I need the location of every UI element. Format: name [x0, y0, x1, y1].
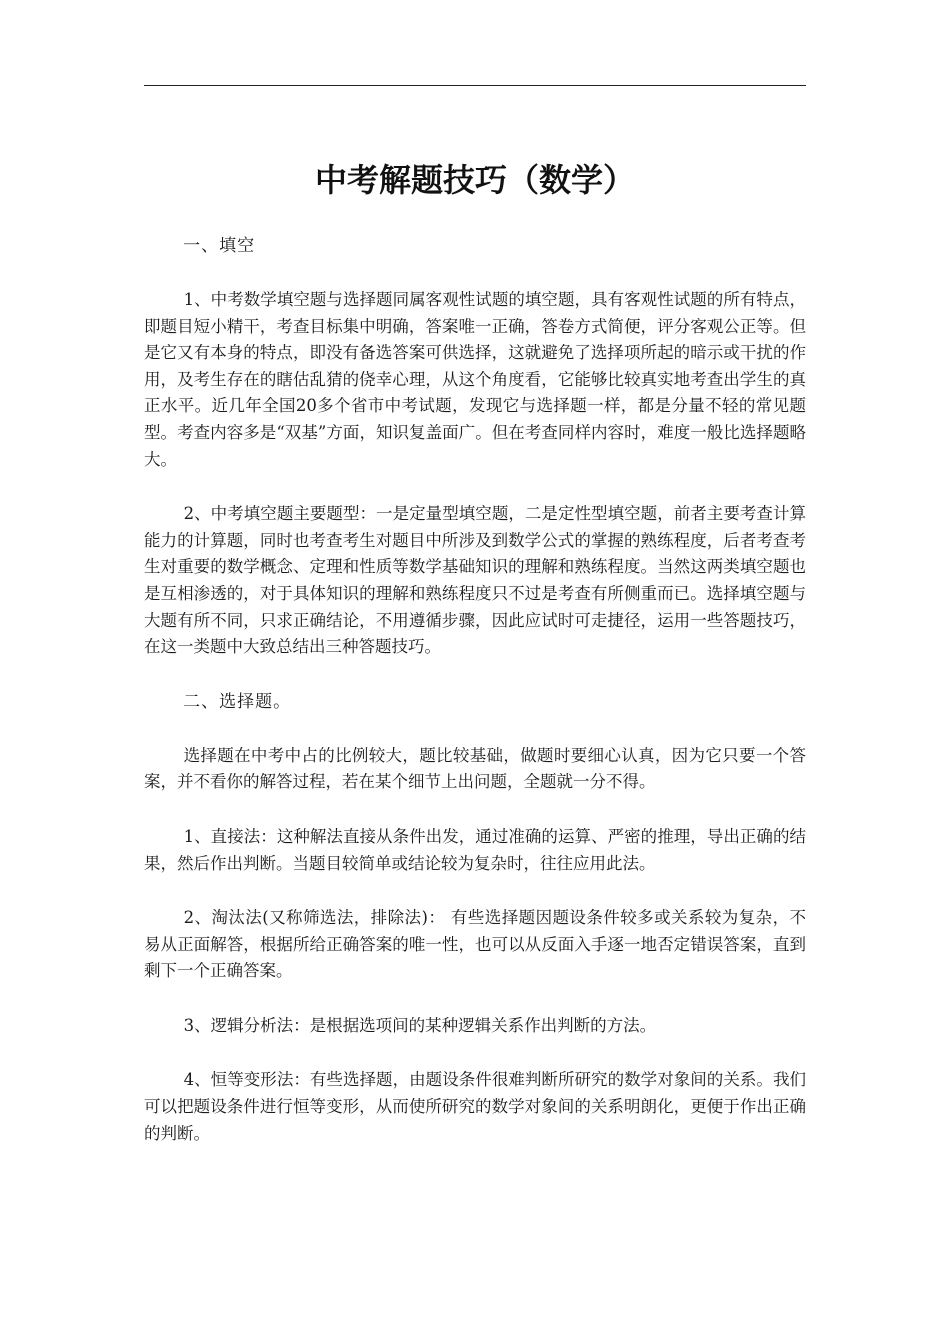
paragraph: 选择题在中考中占的比例较大，题比较基础，做题时要细心认真，因为它只要一个答案，并不看你的解答过程，若在某个细节上出问题，全题就一分不得。: [144, 745, 806, 792]
paragraph: 4、恒等变形法：有些选择题，由题设条件很难判断所研究的数学对象间的关系。我们可以把题设条件进行恒等变形，从而使所研究的数学对象间的关系明朗化，更便于作出正确的判断。: [144, 1070, 806, 1143]
paragraph: 1、中考数学填空题与选择题同属客观性试题的填空题，具有客观性试题的所有特点，即题目短小精干，考查目标集中明确，答案唯一正确，答卷方式简便，评分客观公正等。但是它又有本身的特点，即没有备选答案可供选择，这就避免了选择项所起的暗示或干扰的作用，及考生存在的瞎估乱猜的侥幸心理，从这个角度看，它能够比较真实地考查出学生的真正水平。近几年全国20多个省市中考试题，发现它与选择题一样，都是分量不轻的常见题型。考查内容多是“双基”方面，知识复盖面广。但在考查同样内容时，难度一般比选择题略大。: [144, 290, 806, 469]
section-heading-multiple-choice: 二、选择题。: [183, 691, 292, 712]
header-rule: [144, 85, 806, 86]
paragraph: 3、逻辑分析法：是根据选项间的某种逻辑关系作出判断的方法。: [183, 1015, 657, 1035]
paragraph: 1、直接法：这种解法直接从条件出发，通过准确的运算、严密的推理，导出正确的结果，然后作出判断。当题目较简单或结论较为复杂时，往往应用此法。: [144, 826, 806, 873]
paragraph: 2、中考填空题主要题型：一是定量型填空题，二是定性型填空题，前者主要考查计算能力的计算题，同时也考查考生对题目中所涉及到数学公式的掌握的熟练程度，后者考查考生对重要的数学概念、定理和性质等数学基础知识的理解和熟练程度。当然这两类填空题也是互相渗透的，对于具体知识的理解和熟练程度只不过是考查有所侧重而已。选择填空题与大题有所不同，只求正确结论，不用遵循步骤，因此应试时可走捷径，运用一些答题技巧，在这一类题中大致总结出三种答题技巧。: [144, 504, 806, 657]
page-title: 中考解题技巧（数学）: [314, 161, 635, 199]
paragraph: 2、淘汰法(又称筛选法，排除法)： 有些选择题因题设条件较多或关系较为复杂，不易从正面解答，根据所给正确答案的唯一性，也可以从反面入手逐一地否定错误答案，直到剩下一个正确答案。: [144, 908, 806, 981]
document-body: [144, 233, 806, 1175]
section-heading-fill-in: 一、填空: [183, 236, 256, 256]
